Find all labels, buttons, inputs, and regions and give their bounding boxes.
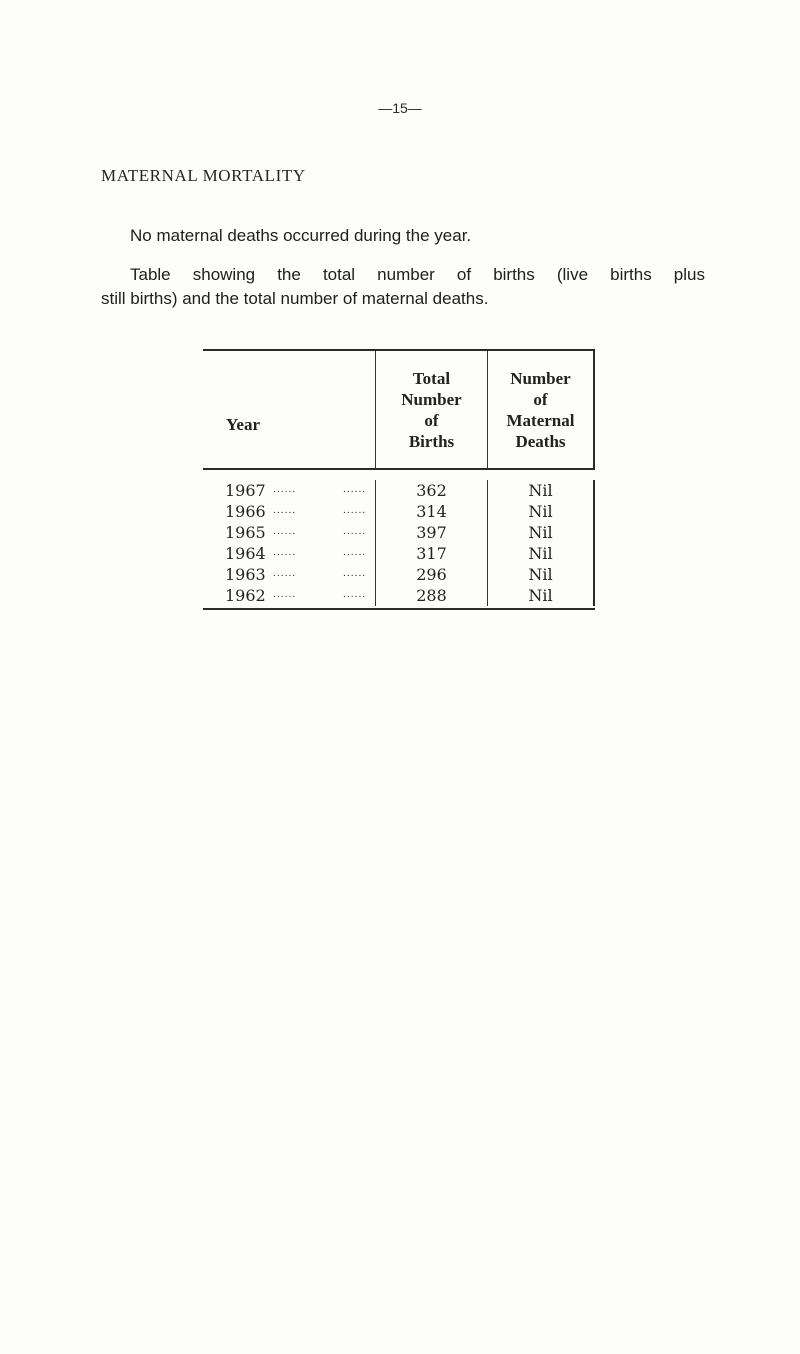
page-number: —15— (378, 100, 422, 116)
table-bottom-rule (203, 608, 595, 610)
cell-births: 317 (375, 543, 487, 564)
paragraph-table-intro-line-2: still births) and the total number of maternal deaths. (101, 289, 489, 308)
cell-year: 1964 (225, 544, 266, 563)
header-births-line: Births (408, 431, 455, 451)
header-births-line: Number (401, 389, 462, 409)
table-body (203, 470, 595, 608)
table-row (203, 585, 595, 606)
dot-leader: ...... (273, 569, 297, 579)
cell-year: 1963 (225, 565, 266, 584)
cell-year: 1966 (225, 502, 266, 521)
dot-leader: ...... (343, 548, 367, 558)
cell-births: 397 (375, 522, 487, 543)
table-row (203, 543, 595, 564)
dot-leader: ...... (343, 590, 367, 600)
dot-leader: ...... (343, 569, 367, 579)
cell-deaths: Nil (487, 522, 595, 543)
header-deaths-line: Number (510, 368, 571, 388)
cell-year: 1962 (225, 586, 266, 605)
table-row (203, 501, 595, 522)
section-heading: MATERNAL MORTALITY (101, 166, 306, 185)
dot-leader: ...... (343, 527, 367, 537)
cell-deaths: Nil (487, 543, 595, 564)
dot-leader: ...... (273, 590, 297, 600)
header-deaths-line: of (533, 389, 548, 409)
cell-deaths: Nil (487, 564, 595, 585)
paragraph-no-deaths: No maternal deaths occurred during the year. (130, 226, 472, 245)
paragraph-table-intro-line-1: Table showing the total number of births (live births plus (130, 265, 705, 284)
dot-leader: ...... (343, 506, 367, 516)
dot-leader: ...... (273, 506, 297, 516)
cell-births: 362 (375, 480, 487, 501)
dot-leader: ...... (273, 527, 297, 537)
header-births-line: of (424, 410, 439, 430)
header-maternal-deaths (487, 351, 595, 468)
cell-year: 1967 (225, 481, 266, 500)
cell-births: 296 (375, 564, 487, 585)
header-deaths-line: Deaths (515, 431, 566, 451)
header-total-births (375, 351, 487, 468)
table-header-row (203, 351, 595, 468)
cell-deaths: Nil (487, 585, 595, 606)
table-row (203, 480, 595, 501)
header-year: Year (226, 415, 260, 434)
dot-leader: ...... (273, 485, 297, 495)
cell-year: 1965 (225, 523, 266, 542)
cell-births: 288 (375, 585, 487, 606)
header-births-line: Total (412, 368, 451, 388)
cell-deaths: Nil (487, 501, 595, 522)
header-deaths-line: Maternal (506, 410, 575, 430)
maternal-mortality-table (203, 349, 595, 610)
cell-deaths: Nil (487, 480, 595, 501)
table-row (203, 564, 595, 585)
dot-leader: ...... (273, 548, 297, 558)
cell-births: 314 (375, 501, 487, 522)
dot-leader: ...... (343, 485, 367, 495)
table-row (203, 522, 595, 543)
